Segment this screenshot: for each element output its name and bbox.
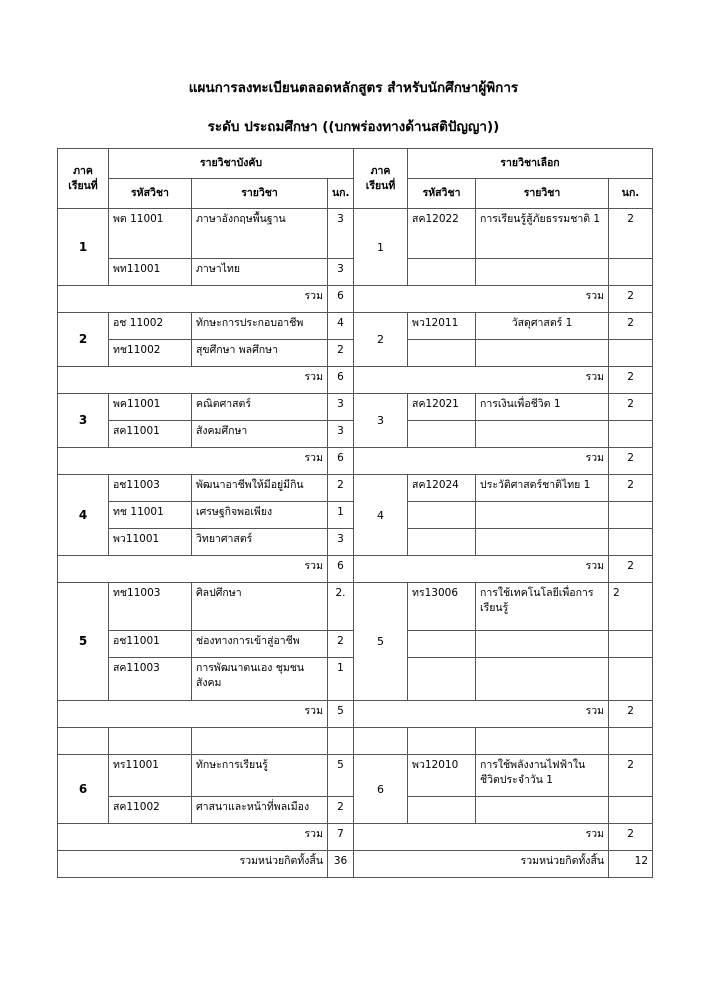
course-name: ภาษาอังกฤษพื้นฐาน [192, 209, 328, 259]
course-code: อช 11002 [109, 313, 192, 340]
total-label: รวม [354, 286, 609, 313]
grand-total-label: รวมหน่วยกิตทั้งสิ้น [354, 851, 609, 878]
course-credits: 3 [328, 421, 354, 448]
course-name: ประวัติศาสตร์ชาติไทย 1 [476, 475, 609, 502]
semester-number: 1 [354, 209, 408, 286]
total-label: รวม [354, 824, 609, 851]
code-header: รหัสวิชา [408, 179, 476, 209]
course-name: วิทยาศาสตร์ [192, 529, 328, 556]
total-value: 5 [328, 701, 354, 728]
total-row [58, 701, 653, 728]
course-credits: 1 [328, 502, 354, 529]
total-label: รวม [354, 367, 609, 394]
grand-total-label: รวมหน่วยกิตทั้งสิ้น [58, 851, 328, 878]
course-credits: 2 [328, 631, 354, 658]
course-credits: 3 [328, 209, 354, 259]
empty-row [58, 728, 653, 755]
course-name: คณิตศาสตร์ [192, 394, 328, 421]
table-row [58, 583, 653, 631]
total-value: 6 [328, 556, 354, 583]
course-name: ภาษาไทย [192, 259, 328, 286]
course-credits: 2 [609, 209, 653, 259]
total-label: รวม [354, 701, 609, 728]
course-name: สุขศึกษา พลศึกษา [192, 340, 328, 367]
total-row [58, 367, 653, 394]
grand-total-row [58, 851, 653, 878]
course-credits: 3 [328, 529, 354, 556]
table-row [58, 313, 653, 340]
semester-number: 2 [354, 313, 408, 367]
course-name: การเรียนรู้สู้ภัยธรรมชาติ 1 [476, 209, 609, 259]
course-code: พท11001 [109, 259, 192, 286]
course-name: วัสดุศาสตร์ 1 [476, 313, 609, 340]
total-value: 6 [328, 286, 354, 313]
course-name: ทักษะการประกอบอาชีพ [192, 313, 328, 340]
semester-number: 3 [58, 394, 109, 448]
course-name: ช่องทางการเข้าสู่อาชีพ [192, 631, 328, 658]
document-title: แผนการลงทะเบียนตลอดหลักสูตร สำหรับนักศึกษาผู้พิการ [188, 80, 519, 96]
course-credits: 2 [328, 340, 354, 367]
course-name: การใช้พลังงานไฟฟ้าในชีวิตประจำวัน 1 [476, 755, 609, 797]
required-header: รายวิชาบังคับ [109, 149, 354, 179]
course-name: ศิลปศึกษา [192, 583, 328, 631]
course-credits: 2 [328, 797, 354, 824]
total-value: 2 [609, 448, 653, 475]
credits-header: นก. [609, 179, 653, 209]
total-value: 2 [609, 367, 653, 394]
course-code: อช11003 [109, 475, 192, 502]
total-value: 2 [609, 286, 653, 313]
course-name: เศรษฐกิจพอเพียง [192, 502, 328, 529]
semester-number: 5 [354, 583, 408, 701]
course-code: พว12010 [408, 755, 476, 797]
course-code: สค11002 [109, 797, 192, 824]
total-label: รวม [58, 556, 328, 583]
course-code: พว12011 [408, 313, 476, 340]
total-value: 2 [609, 556, 653, 583]
total-value: 6 [328, 367, 354, 394]
total-row [58, 448, 653, 475]
course-header: รายวิชา [192, 179, 328, 209]
semester-header: ภาค เรียนที่ [354, 149, 408, 209]
total-label: รวม [58, 701, 328, 728]
total-label: รวม [58, 367, 328, 394]
total-value: 2 [609, 824, 653, 851]
grand-total-value: 36 [328, 851, 354, 878]
course-credits: 2 [609, 583, 653, 631]
course-code: พค11001 [109, 394, 192, 421]
total-value: 6 [328, 448, 354, 475]
code-header: รหัสวิชา [109, 179, 192, 209]
course-credits: 2 [609, 313, 653, 340]
course-credits: 2. [328, 583, 354, 631]
course-credits: 2 [609, 475, 653, 502]
course-credits: 5 [328, 755, 354, 797]
course-code: พต 11001 [109, 209, 192, 259]
course-name: การเงินเพื่อชีวิต 1 [476, 394, 609, 421]
course-code: ทช11002 [109, 340, 192, 367]
course-code: ทช 11001 [109, 502, 192, 529]
total-label: รวม [354, 556, 609, 583]
total-row [58, 824, 653, 851]
course-header: รายวิชา [476, 179, 609, 209]
course-credits: 4 [328, 313, 354, 340]
total-value: 7 [328, 824, 354, 851]
course-name: การพัฒนาตนเอง ชุมชน สังคม [192, 658, 328, 701]
document-subtitle: ระดับ ประถมศึกษา ((บกพร่องทางด้านสติปัญญา)) [207, 119, 500, 135]
semester-number: 1 [58, 209, 109, 286]
course-code: ทร11001 [109, 755, 192, 797]
course-credits: 2 [609, 394, 653, 421]
semester-number: 3 [354, 394, 408, 448]
semester-number: 6 [354, 755, 408, 824]
total-label: รวม [58, 448, 328, 475]
semester-number: 2 [58, 313, 109, 367]
total-label: รวม [354, 448, 609, 475]
course-code: พว11001 [109, 529, 192, 556]
table-row [58, 209, 653, 259]
total-value: 2 [609, 701, 653, 728]
semester-header: ภาค เรียนที่ [58, 149, 109, 209]
course-code: สค12024 [408, 475, 476, 502]
table-row [58, 475, 653, 502]
course-name: การใช้เทคโนโลยีเพื่อการเรียนรู้ [476, 583, 609, 631]
total-label: รวม [58, 824, 328, 851]
total-label: รวม [58, 286, 328, 313]
credits-header: นก. [328, 179, 354, 209]
table-row [58, 394, 653, 421]
course-credits: 2 [328, 475, 354, 502]
course-code: สค11003 [109, 658, 192, 701]
grand-total-value: 12 [609, 851, 653, 878]
semester-number: 4 [354, 475, 408, 556]
course-code: ทร13006 [408, 583, 476, 631]
semester-number: 6 [58, 755, 109, 824]
course-name: พัฒนาอาชีพให้มีอยู่มีกิน [192, 475, 328, 502]
semester-number: 5 [58, 583, 109, 701]
semester-number: 4 [58, 475, 109, 556]
course-name: ทักษะการเรียนรู้ [192, 755, 328, 797]
table-row [58, 755, 653, 797]
course-credits: 1 [328, 658, 354, 701]
course-code: อช11001 [109, 631, 192, 658]
course-credits: 3 [328, 259, 354, 286]
course-credits: 2 [609, 755, 653, 797]
elective-header: รายวิชาเลือก [408, 149, 653, 179]
course-credits: 3 [328, 394, 354, 421]
course-name: สังคมศึกษา [192, 421, 328, 448]
total-row [58, 286, 653, 313]
total-row [58, 556, 653, 583]
course-name: ศาสนาและหน้าที่พลเมือง [192, 797, 328, 824]
registration-plan-table [57, 148, 653, 878]
course-code: ทช11003 [109, 583, 192, 631]
course-code: สค11001 [109, 421, 192, 448]
course-code: สค12022 [408, 209, 476, 259]
course-code: สค12021 [408, 394, 476, 421]
